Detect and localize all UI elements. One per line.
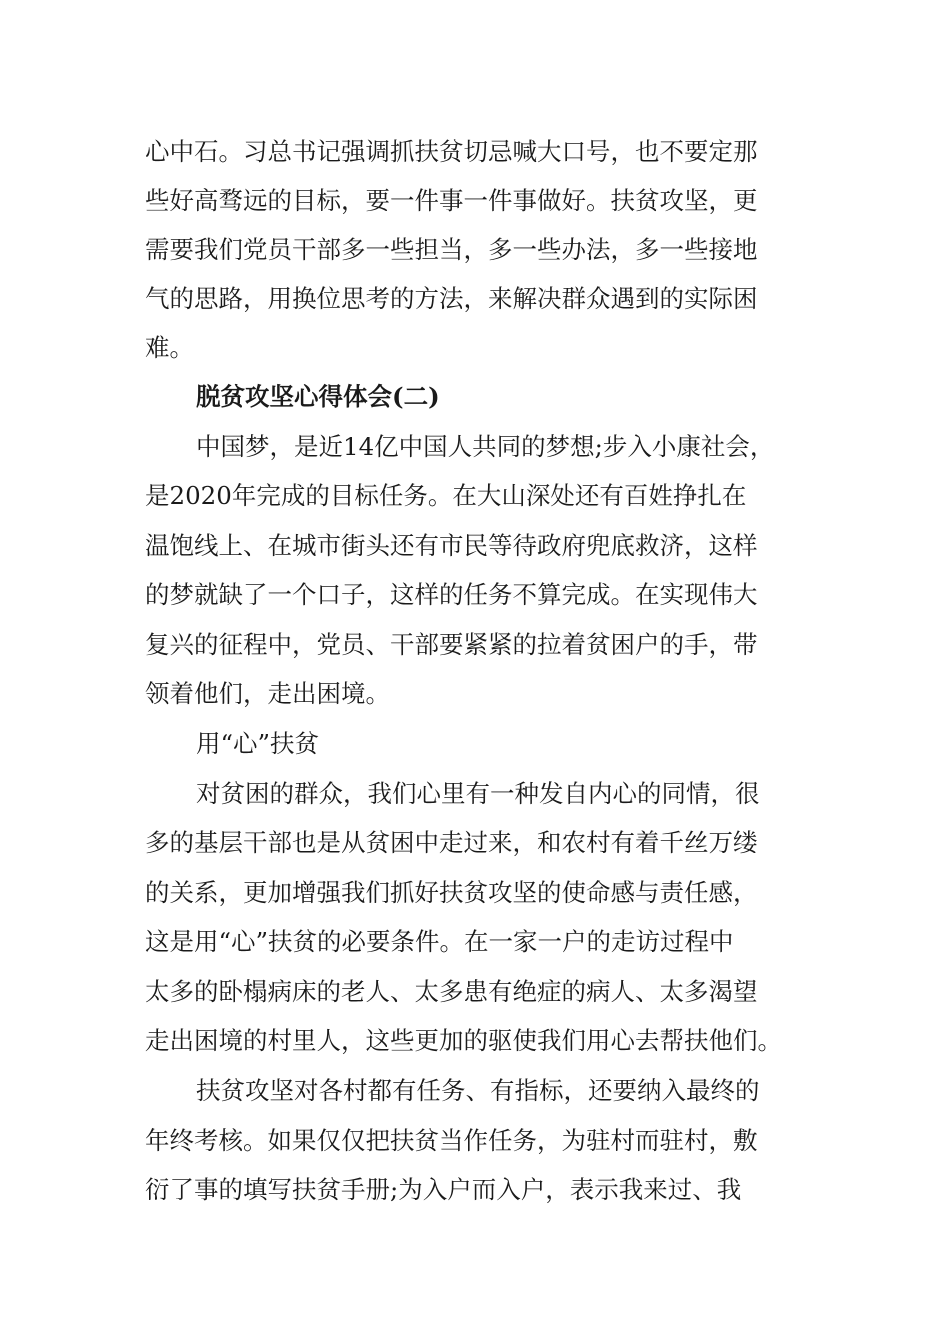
paragraph-line: 这是用“心”扶贫的必要条件。在一家一户的走访过程中 xyxy=(145,927,734,956)
paragraph-line: 领着他们，走出困境。 xyxy=(145,679,390,708)
paragraph-line: 年终考核。如果仅仅把扶贫当作任务，为驻村而驻村，敷 xyxy=(145,1126,758,1155)
paragraph-line: 多的基层干部也是从贫困中走过来，和农村有着千丝万缕 xyxy=(145,828,758,857)
paragraph-line: 的关系，更加增强我们抓好扶贫攻坚的使命感与责任感， xyxy=(145,878,758,907)
paragraph-line: 些好高骛远的目标，要一件事一件事做好。扶贫攻坚，更 xyxy=(145,186,758,215)
paragraph-line: 温饱线上、在城市街头还有市民等待政府兜底救济，这样 xyxy=(145,531,758,560)
paragraph-line: 走出困境的村里人，这些更加的驱使我们用心去帮扶他们。 xyxy=(145,1026,782,1055)
paragraph-line: 复兴的征程中，党员、干部要紧紧的拉着贫困户的手，带 xyxy=(145,630,758,659)
paragraph-line: 扶贫攻坚对各村都有任务、有指标，还要纳入最终的 xyxy=(196,1076,760,1105)
paragraph-line: 对贫困的群众，我们心里有一种发自内心的同情，很 xyxy=(196,779,760,808)
section-heading: 脱贫攻坚心得体会(二) xyxy=(196,382,440,411)
paragraph-line: 的梦就缺了一个口子，这样的任务不算完成。在实现伟大 xyxy=(145,580,758,609)
paragraph-line: 中国梦，是近14亿中国人共同的梦想;步入小康社会， xyxy=(196,432,775,461)
paragraph-line: 太多的卧榻病床的老人、太多患有绝症的病人、太多渴望 xyxy=(145,977,758,1006)
paragraph-line: 衍了事的填写扶贫手册;为入户而入户，表示我来过、我 xyxy=(145,1175,742,1204)
subsection-title: 用“心”扶贫 xyxy=(196,729,320,758)
paragraph-line: 气的思路，用换位思考的方法，来解决群众遇到的实际困 xyxy=(145,284,758,313)
paragraph-line: 心中石。习总书记强调抓扶贫切忌喊大口号，也不要定那 xyxy=(145,137,758,166)
paragraph-line: 是2020年完成的目标任务。在大山深处还有百姓挣扎在 xyxy=(145,481,747,510)
paragraph-line: 难。 xyxy=(145,333,194,362)
paragraph-line: 需要我们党员干部多一些担当，多一些办法，多一些接地 xyxy=(145,235,758,264)
